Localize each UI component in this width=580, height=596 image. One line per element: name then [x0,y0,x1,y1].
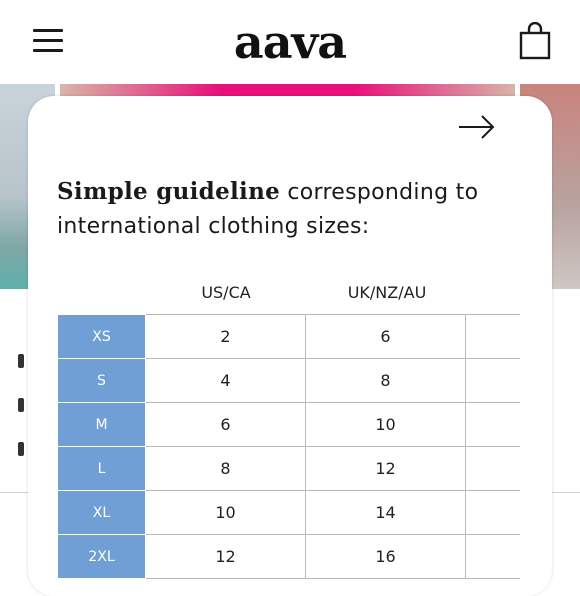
brand-logo[interactable]: aava [233,15,347,69]
uk-size-cell: 10 [306,403,466,447]
size-guide-heading [57,175,527,244]
size-label-cell: M [58,403,146,447]
size-label-cell: L [58,447,146,491]
size-label-cell: XL [58,491,146,535]
heading-emphasis: Simple guideline [57,178,281,205]
us-size-cell: 8 [146,447,306,491]
size-label-cell: XS [58,315,146,359]
table-row [58,491,520,535]
table-row [58,403,520,447]
truncated-cell [466,315,521,359]
truncated-cell [466,491,521,535]
truncated-cell [466,447,521,491]
uk-size-cell: 16 [306,535,466,579]
size-label-cell: 2XL [58,535,146,579]
shopping-bag-icon[interactable] [519,22,551,60]
size-label-cell: S [58,359,146,403]
size-chart-table [58,314,520,579]
uk-size-cell: 14 [306,491,466,535]
us-size-cell: 2 [146,315,306,359]
table-row [58,447,520,491]
truncated-cell [466,359,521,403]
column-header-uk-nz-au: UK/NZ/AU [347,283,427,302]
us-size-cell: 10 [146,491,306,535]
truncated-cell [466,403,521,447]
table-row [58,535,520,579]
truncated-cell [466,535,521,579]
us-size-cell: 12 [146,535,306,579]
heading-text: corresponding to international clothing sizes: [57,180,479,239]
uk-size-cell: 12 [306,447,466,491]
table-row [58,359,520,403]
us-size-cell: 4 [146,359,306,403]
uk-size-cell: 6 [306,315,466,359]
arrow-right-icon[interactable] [458,115,496,139]
table-row [58,315,520,359]
us-size-cell: 6 [146,403,306,447]
uk-size-cell: 8 [306,359,466,403]
site-header [0,0,580,84]
column-header-us-ca: US/CA [201,283,251,302]
